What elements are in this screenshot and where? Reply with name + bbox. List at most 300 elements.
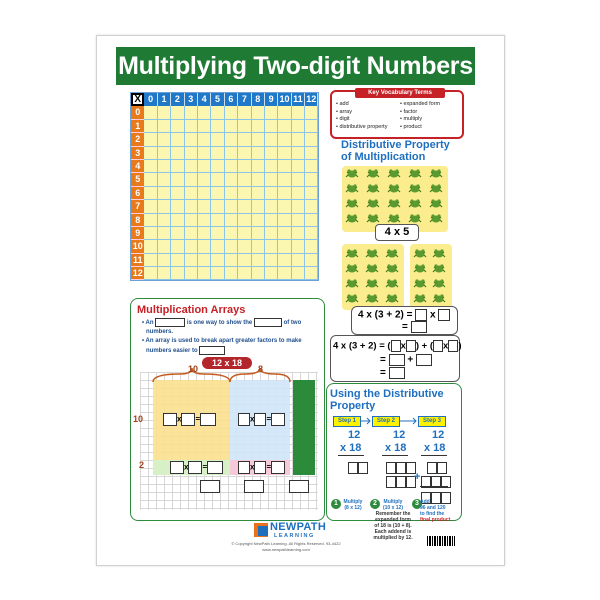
- grid-cell[interactable]: [305, 147, 318, 160]
- note-line: Add: [420, 499, 430, 505]
- note-line: of 18 is (10 + 8).: [374, 523, 412, 529]
- equals-sign: =: [195, 414, 201, 424]
- frog-icon: [345, 293, 359, 304]
- distributive-heading: [341, 139, 450, 163]
- grid-cell[interactable]: [278, 227, 291, 240]
- grid-cell[interactable]: [171, 227, 184, 240]
- grid-cell[interactable]: [225, 173, 238, 186]
- answer-box[interactable]: [254, 318, 282, 327]
- note-line: Multiply: [343, 499, 363, 505]
- grid-cell[interactable]: [144, 254, 157, 267]
- answer-box[interactable]: [438, 309, 450, 321]
- grid-cell[interactable]: [171, 254, 184, 267]
- grid-cell[interactable]: [198, 120, 211, 133]
- answer-box[interactable]: [170, 461, 184, 474]
- grid-cell[interactable]: [211, 240, 224, 253]
- grid-cell[interactable]: [144, 200, 157, 213]
- arrays-bullet-2: • An array is used to break apart greater factors to make: [142, 338, 302, 345]
- grid-cell[interactable]: [198, 147, 211, 160]
- grid-cell[interactable]: [158, 187, 171, 200]
- frog-icon: [413, 293, 427, 304]
- grid-cell[interactable]: [225, 200, 238, 213]
- grid-cell[interactable]: [292, 254, 305, 267]
- grid-cell[interactable]: [185, 160, 198, 173]
- grid-cell[interactable]: [211, 214, 224, 227]
- frog-icon: [429, 213, 443, 224]
- footer-url: www.newpathlearning.com: [262, 547, 310, 552]
- grid-cell[interactable]: [292, 106, 305, 119]
- grid-cell[interactable]: [144, 106, 157, 119]
- equals-sign: =: [402, 321, 408, 333]
- grid-cell[interactable]: [252, 254, 265, 267]
- grid-cell[interactable]: [278, 254, 291, 267]
- grid-cell[interactable]: [238, 214, 251, 227]
- grid-cell[interactable]: [265, 160, 278, 173]
- grid-cell[interactable]: [144, 133, 157, 146]
- grid-cell[interactable]: [158, 240, 171, 253]
- frog-icon: [387, 213, 401, 224]
- steps-heading-line-2: Property: [330, 400, 376, 412]
- grid-column-header: 0: [144, 93, 157, 106]
- equation-2: [333, 340, 461, 352]
- grid-cell[interactable]: [238, 133, 251, 146]
- grid-cell[interactable]: [158, 267, 171, 280]
- grid-cell[interactable]: [144, 173, 157, 186]
- grid-cell[interactable]: [225, 254, 238, 267]
- grid-cell[interactable]: [305, 200, 318, 213]
- grid-cell[interactable]: [238, 173, 251, 186]
- distributive-heading-line-2: of Multiplication: [341, 151, 426, 163]
- note-line: Each addend is: [374, 529, 412, 535]
- answer-box[interactable]: [358, 462, 368, 474]
- answer-box[interactable]: [254, 413, 266, 426]
- grid-cell[interactable]: [278, 173, 291, 186]
- step-1-note: [340, 499, 366, 511]
- arrays-bullet-1: [142, 318, 320, 328]
- grid-cell[interactable]: [252, 240, 265, 253]
- grid-cell[interactable]: [305, 214, 318, 227]
- barcode: [427, 536, 455, 546]
- step-number-3: 3: [412, 499, 422, 509]
- grid-cell[interactable]: [185, 133, 198, 146]
- grid-cell[interactable]: [225, 106, 238, 119]
- answer-box[interactable]: [386, 476, 396, 488]
- grid-cell[interactable]: [198, 173, 211, 186]
- times-sign: x: [443, 340, 449, 352]
- grid-cell[interactable]: [278, 120, 291, 133]
- grid-row-header: 12: [131, 267, 144, 280]
- step-number-2: 2: [370, 499, 380, 509]
- grid-cell[interactable]: [171, 133, 184, 146]
- grid-cell[interactable]: [238, 147, 251, 160]
- answer-box[interactable]: [188, 461, 202, 474]
- note-line: final product: [420, 517, 451, 523]
- step-3-note: [420, 499, 460, 523]
- grid-cell[interactable]: [265, 173, 278, 186]
- frog-icon: [345, 248, 359, 259]
- grid-cell[interactable]: [292, 214, 305, 227]
- grid-cell[interactable]: [265, 267, 278, 280]
- grid-cell[interactable]: [252, 133, 265, 146]
- grid-cell[interactable]: [305, 133, 318, 146]
- answer-box[interactable]: [416, 354, 432, 366]
- grid-column-header: 6: [225, 93, 238, 106]
- answer-box[interactable]: [437, 462, 447, 474]
- grid-cell[interactable]: [292, 133, 305, 146]
- grid-cell[interactable]: [238, 254, 251, 267]
- grid-cell[interactable]: [144, 240, 157, 253]
- grid-cell[interactable]: [238, 200, 251, 213]
- grid-cell[interactable]: [185, 173, 198, 186]
- grid-cell[interactable]: [144, 227, 157, 240]
- grid-cell[interactable]: [171, 120, 184, 133]
- grid-cell[interactable]: [198, 106, 211, 119]
- step-2-note: [372, 499, 414, 541]
- grid-cell[interactable]: [198, 240, 211, 253]
- grid-cell[interactable]: [238, 160, 251, 173]
- grid-cell[interactable]: [185, 120, 198, 133]
- grid-cell[interactable]: [252, 227, 265, 240]
- grid-cell[interactable]: [171, 240, 184, 253]
- answer-box[interactable]: [396, 476, 406, 488]
- grid-cell[interactable]: [158, 200, 171, 213]
- grid-row-header: 10: [131, 240, 144, 253]
- grid-cell[interactable]: [252, 147, 265, 160]
- arrays-bullet-2-continued: [142, 346, 320, 356]
- grid-cell[interactable]: [252, 214, 265, 227]
- frog-icon: [345, 213, 359, 224]
- grid-cell[interactable]: [158, 227, 171, 240]
- grid-cell[interactable]: [185, 267, 198, 280]
- vocab-term: • distributive property: [336, 123, 388, 130]
- answer-box[interactable]: [396, 462, 406, 474]
- grid-cell[interactable]: [198, 200, 211, 213]
- vocabulary-column-2: [400, 101, 440, 131]
- grid-cell[interactable]: [211, 227, 224, 240]
- grid-cell[interactable]: [292, 240, 305, 253]
- grid-cell[interactable]: [198, 254, 211, 267]
- grid-cell[interactable]: [238, 227, 251, 240]
- grid-cell[interactable]: [292, 160, 305, 173]
- grid-cell[interactable]: [158, 147, 171, 160]
- grid-row-header: 0: [131, 106, 144, 119]
- grid-cell[interactable]: [211, 106, 224, 119]
- grid-cell[interactable]: [144, 187, 157, 200]
- grid-cell[interactable]: [144, 214, 157, 227]
- frog-icon: [345, 183, 359, 194]
- grid-cell[interactable]: [305, 187, 318, 200]
- answer-box[interactable]: [200, 413, 216, 426]
- grid-cell[interactable]: [278, 133, 291, 146]
- answer-box[interactable]: [200, 480, 220, 493]
- equals-sign: =: [380, 367, 386, 379]
- array-problem-tag: 12 x 18: [202, 357, 252, 369]
- grid-cell[interactable]: [185, 214, 198, 227]
- grid-cell[interactable]: [305, 254, 318, 267]
- vocabulary-column-1: [336, 101, 387, 131]
- frog-icon: [429, 198, 443, 209]
- grid-cell[interactable]: [171, 147, 184, 160]
- grid-cell[interactable]: [225, 120, 238, 133]
- answer-box[interactable]: [181, 413, 195, 426]
- answer-box[interactable]: [244, 480, 264, 493]
- grid-cell[interactable]: [265, 187, 278, 200]
- grid-cell[interactable]: [265, 214, 278, 227]
- arrow-icon: [360, 418, 370, 424]
- grid-cell[interactable]: [278, 147, 291, 160]
- grid-cell[interactable]: [171, 106, 184, 119]
- grid-cell[interactable]: [198, 160, 211, 173]
- plus-sign: +: [414, 471, 421, 483]
- newpath-logo-icon-inner: [258, 526, 268, 536]
- grid-cell[interactable]: [144, 160, 157, 173]
- brace-label-8: 8: [258, 364, 264, 374]
- grid-cell[interactable]: [278, 187, 291, 200]
- answer-box[interactable]: [199, 346, 225, 355]
- grid-cell[interactable]: [305, 120, 318, 133]
- grid-column-header: 1: [158, 93, 171, 106]
- grid-row-header: 1: [131, 120, 144, 133]
- grid-cell[interactable]: [158, 254, 171, 267]
- grid-row-header: 4: [131, 160, 144, 173]
- grid-cell[interactable]: [211, 267, 224, 280]
- grid-cell[interactable]: [158, 106, 171, 119]
- grid-cell[interactable]: [158, 133, 171, 146]
- grid-cell[interactable]: [265, 227, 278, 240]
- frog-icon: [385, 248, 399, 259]
- grid-cell[interactable]: [252, 187, 265, 200]
- grid-cell[interactable]: [225, 147, 238, 160]
- grid-cell[interactable]: [171, 187, 184, 200]
- frog-icon: [413, 263, 427, 274]
- step-1-top: 12: [348, 429, 361, 441]
- grid-cell[interactable]: [198, 214, 211, 227]
- note-line: multiplied by 12.: [373, 535, 413, 541]
- grid-cell[interactable]: [185, 254, 198, 267]
- answer-box[interactable]: [411, 321, 427, 333]
- equation-1-left: 4 x (3 + 2) =: [358, 309, 413, 321]
- grid-cell[interactable]: [265, 254, 278, 267]
- grid-cell[interactable]: [238, 120, 251, 133]
- grid-cell[interactable]: [305, 106, 318, 119]
- distributive-heading-line-1: Distributive Property: [341, 139, 450, 151]
- frog-icon: [345, 263, 359, 274]
- frog-icon: [387, 168, 401, 179]
- grid-cell[interactable]: [265, 200, 278, 213]
- grid-corner-x: X: [131, 93, 144, 106]
- step-2-top: 12: [393, 429, 406, 441]
- grid-cell[interactable]: [305, 240, 318, 253]
- grid-cell[interactable]: [252, 160, 265, 173]
- grid-cell[interactable]: [252, 173, 265, 186]
- grid-cell[interactable]: [171, 200, 184, 213]
- grid-cell[interactable]: [211, 173, 224, 186]
- grid-cell[interactable]: [211, 254, 224, 267]
- array-sum-row: [200, 478, 309, 496]
- arrays-heading: Multiplication Arrays: [137, 304, 246, 316]
- frog-icon: [408, 198, 422, 209]
- note-line: expanded form: [375, 517, 411, 523]
- grid-cell[interactable]: [185, 106, 198, 119]
- grid-column-header: 10: [278, 93, 291, 106]
- grid-cell[interactable]: [292, 187, 305, 200]
- note-line: (10 x 12): [382, 505, 403, 511]
- grid-cell[interactable]: [292, 227, 305, 240]
- answer-box[interactable]: [271, 413, 285, 426]
- copyright-text: © Copyright NewPath Learning. All Rights Reserved. 93-4422: [231, 541, 341, 546]
- answer-box[interactable]: [271, 461, 285, 474]
- grid-cell[interactable]: [305, 160, 318, 173]
- grid-cell[interactable]: [252, 106, 265, 119]
- frog-icon: [408, 168, 422, 179]
- grid-cell[interactable]: [292, 147, 305, 160]
- grid-cell[interactable]: [198, 267, 211, 280]
- grid-cell[interactable]: [265, 147, 278, 160]
- grid-cell[interactable]: [238, 240, 251, 253]
- grid-cell[interactable]: [144, 147, 157, 160]
- answer-box[interactable]: [389, 367, 405, 379]
- grid-cell[interactable]: [252, 267, 265, 280]
- step-number-1: 1: [331, 499, 341, 509]
- grid-cell[interactable]: [278, 160, 291, 173]
- frog-icon: [345, 198, 359, 209]
- frog-icon: [432, 278, 446, 289]
- frog-icon: [413, 278, 427, 289]
- note-line: 96 and 120: [420, 505, 446, 511]
- grid-cell[interactable]: [292, 120, 305, 133]
- grid-cell[interactable]: [185, 240, 198, 253]
- grid-cell[interactable]: [211, 160, 224, 173]
- grid-cell[interactable]: [305, 267, 318, 280]
- bullet-2-part-b: numbers easier to: [146, 348, 198, 355]
- grid-row-header: 2: [131, 133, 144, 146]
- grid-cell[interactable]: [158, 173, 171, 186]
- grid-cell[interactable]: [185, 187, 198, 200]
- note-line: (8 x 12): [344, 505, 362, 511]
- answer-box[interactable]: [238, 461, 250, 474]
- vocab-term: • expanded form: [400, 101, 441, 107]
- grid-row-header: 6: [131, 187, 144, 200]
- grid-cell[interactable]: [171, 267, 184, 280]
- answer-box[interactable]: [238, 413, 250, 426]
- equals-sign: =: [266, 414, 272, 424]
- grid-cell[interactable]: [198, 133, 211, 146]
- answer-box[interactable]: [207, 461, 223, 474]
- grid-cell[interactable]: [158, 214, 171, 227]
- grid-cell[interactable]: [211, 187, 224, 200]
- grid-cell[interactable]: [185, 200, 198, 213]
- grid-cell[interactable]: [198, 227, 211, 240]
- grid-cell[interactable]: [211, 133, 224, 146]
- grid-cell[interactable]: [252, 200, 265, 213]
- answer-box[interactable]: [448, 340, 458, 352]
- grid-cell[interactable]: [225, 240, 238, 253]
- frog-icon: [345, 168, 359, 179]
- grid-cell[interactable]: [158, 160, 171, 173]
- answer-box[interactable]: [155, 318, 185, 327]
- answer-box[interactable]: [386, 462, 396, 474]
- grid-row-header: 7: [131, 200, 144, 213]
- grid-cell[interactable]: [211, 147, 224, 160]
- vocab-term: • digit: [336, 116, 350, 123]
- grid-cell[interactable]: [225, 214, 238, 227]
- answer-box[interactable]: [348, 462, 358, 474]
- grid-cell[interactable]: [225, 267, 238, 280]
- grid-cell[interactable]: [225, 227, 238, 240]
- grid-cell[interactable]: [265, 106, 278, 119]
- grid-cell[interactable]: [225, 160, 238, 173]
- grid-cell[interactable]: [238, 106, 251, 119]
- step-1-tag: Step 1: [333, 416, 361, 427]
- answer-box[interactable]: [254, 461, 266, 474]
- grid-cell[interactable]: [171, 160, 184, 173]
- grid-cell[interactable]: [278, 267, 291, 280]
- grid-cell[interactable]: [171, 173, 184, 186]
- grid-cell[interactable]: [265, 133, 278, 146]
- grid-cell[interactable]: [198, 187, 211, 200]
- arrays-bullets: [142, 318, 320, 356]
- frog-icon: [387, 198, 401, 209]
- grid-cell[interactable]: [158, 120, 171, 133]
- answer-box[interactable]: [391, 340, 401, 352]
- grid-cell[interactable]: [185, 227, 198, 240]
- grid-cell[interactable]: [278, 200, 291, 213]
- step-arrows: [360, 417, 420, 425]
- grid-cell[interactable]: [225, 187, 238, 200]
- step-3-bottom: x 18: [424, 442, 446, 454]
- answer-box[interactable]: [289, 480, 309, 493]
- grid-cell[interactable]: [185, 147, 198, 160]
- grid-cell[interactable]: [211, 200, 224, 213]
- grid-cell[interactable]: [305, 173, 318, 186]
- note-line: Remember the: [375, 511, 411, 517]
- grid-cell[interactable]: [238, 187, 251, 200]
- answer-box[interactable]: [427, 462, 437, 474]
- frog-icon: [429, 183, 443, 194]
- answer-box[interactable]: [406, 340, 416, 352]
- bullet-1-part-a: • An: [142, 320, 154, 327]
- grid-cell[interactable]: [144, 120, 157, 133]
- grid-cell[interactable]: [278, 106, 291, 119]
- array-green-strip-top: [293, 380, 315, 460]
- array-top-braces: [140, 364, 318, 384]
- vocab-term: • multiply: [400, 116, 423, 123]
- grid-cell[interactable]: [292, 173, 305, 186]
- bullet-1-part-d: numbers.: [146, 329, 174, 336]
- grid-row-header: 8: [131, 214, 144, 227]
- grid-cell[interactable]: [305, 227, 318, 240]
- answer-box[interactable]: [163, 413, 177, 426]
- grid-cell[interactable]: [238, 267, 251, 280]
- answer-box[interactable]: [389, 354, 405, 366]
- grid-cell[interactable]: [278, 240, 291, 253]
- grid-cell[interactable]: [171, 214, 184, 227]
- grid-cell[interactable]: [265, 120, 278, 133]
- grid-cell[interactable]: [144, 267, 157, 280]
- grid-cell[interactable]: [278, 214, 291, 227]
- grid-cell[interactable]: [252, 120, 265, 133]
- grid-cell[interactable]: [225, 133, 238, 146]
- step-3-line: [421, 455, 447, 456]
- grid-cell[interactable]: [292, 200, 305, 213]
- answer-box[interactable]: [415, 309, 427, 321]
- grid-cell[interactable]: [292, 267, 305, 280]
- newpath-logo-text: NEWPATH: [270, 521, 327, 533]
- side-label-2: 2: [139, 460, 145, 470]
- grid-cell[interactable]: [265, 240, 278, 253]
- grid-cell[interactable]: [211, 120, 224, 133]
- answer-box[interactable]: [433, 340, 443, 352]
